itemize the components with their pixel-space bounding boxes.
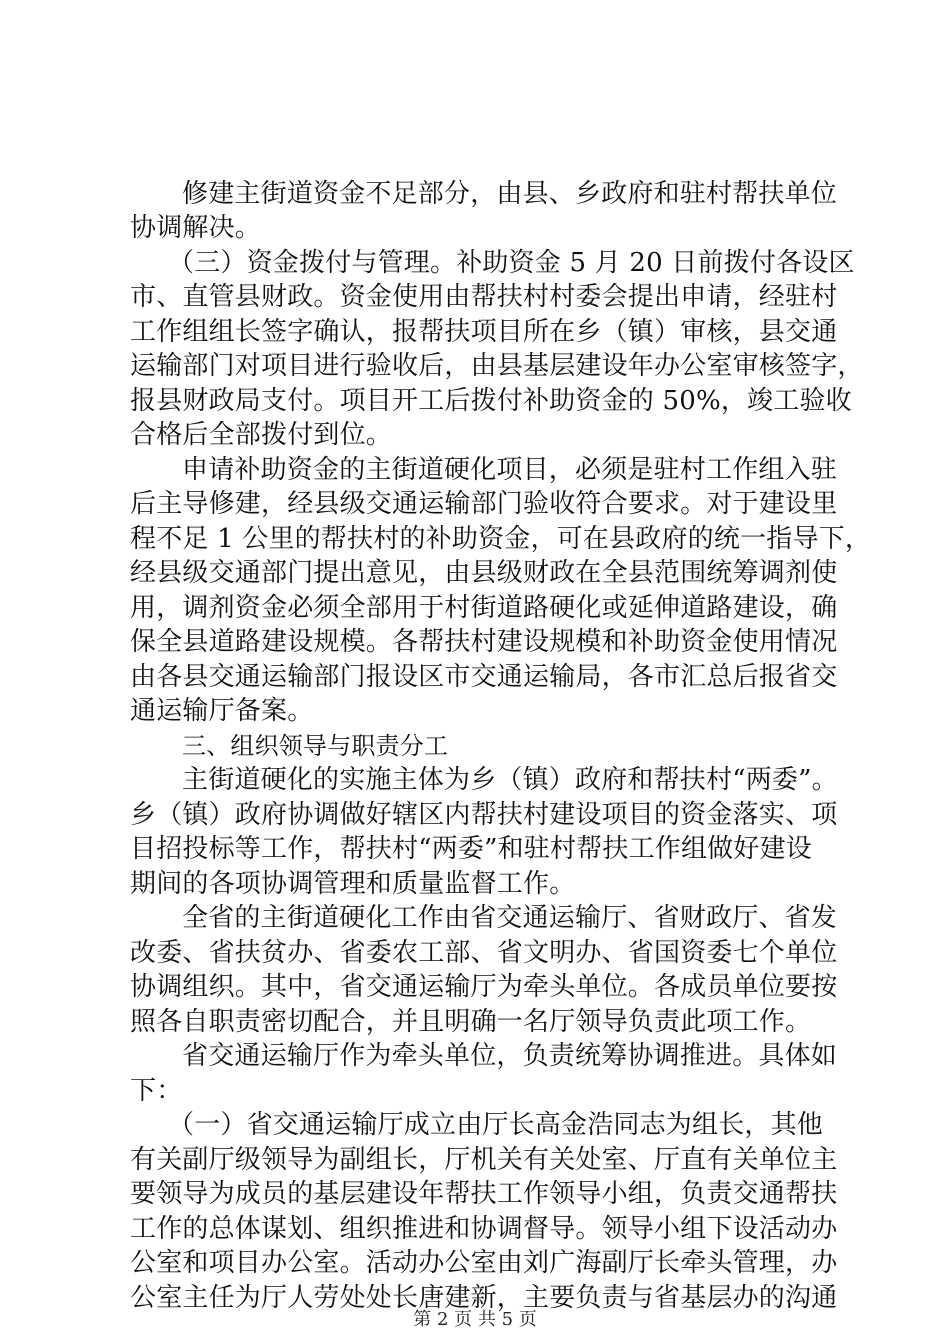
text-line: （三）资金拨付与管理。补助资金 5 月 20 日前拨付各设区	[168, 248, 855, 278]
text-line: 协调组织。其中，省交通运输厅为牵头单位。各成员单位要按	[130, 972, 838, 1002]
text-line: 期间的各项协调管理和质量监督工作。	[130, 869, 576, 899]
text-line: 有关副厅级领导为副组长，厅机关有关处室、厅直有关单位主	[130, 1145, 838, 1175]
text-line: 公室和项目办公室。活动办公室由刘广海副厅长牵头管理，办	[130, 1248, 838, 1278]
text-line: 市、直管县财政。资金使用由帮扶村村委会提出申请，经驻村	[130, 282, 838, 312]
text-line: 主街道硬化的实施主体为乡（镇）政府和帮扶村“两委”。	[182, 765, 838, 795]
section-heading: 三、组织领导与职责分工	[182, 732, 449, 760]
text-line: 改委、省扶贫办、省委农工部、省文明办、省国资委七个单位	[130, 938, 838, 968]
text-line: 照各自职责密切配合，并且明确一名厅领导负责此项工作。	[130, 1007, 812, 1037]
text-line: 保全县道路建设规模。各帮扶村建设规模和补助资金使用情况	[130, 627, 838, 657]
text-line: 后主导修建，经县级交通运输部门验收符合要求。对于建设里	[130, 489, 838, 519]
text-line: （一）省交通运输厅成立由厅长高金浩同志为组长，其他	[168, 1110, 824, 1140]
page-footer: 第 2 页 共 5 页	[413, 1309, 537, 1330]
text-line: 乡（镇）政府协调做好辖区内帮扶村建设项目的资金落实、项	[130, 800, 838, 830]
text-line: 由各县交通运输部门报设区市交通运输局，各市汇总后报省交	[130, 662, 838, 692]
text-line: 运输部门对项目进行验收后，由县基层建设年办公室审核签字，	[130, 351, 864, 381]
text-line: 申请补助资金的主街道硬化项目，必须是驻村工作组入驻	[182, 455, 838, 485]
text-line: 通运输厅备案。	[130, 696, 314, 726]
text-line: 下：	[130, 1076, 183, 1106]
text-line: 报县财政局支付。项目开工后拨付补助资金的 50%，竣工验收	[130, 386, 852, 416]
text-line: 经县级交通部门提出意见，由县级财政在全县范围统筹调剂使	[130, 558, 838, 588]
text-line: 合格后全部拨付到位。	[130, 420, 393, 450]
text-line: 修建主街道资金不足部分，由县、乡政府和驻村帮扶单位	[182, 179, 838, 209]
text-line: 工作组组长签字确认，报帮扶项目所在乡（镇）审核，县交通	[130, 317, 838, 347]
text-line: 公室主任为厅人劳处处长唐建新，主要负责与省基层办的沟通	[130, 1283, 838, 1313]
text-line: 程不足 1 公里的帮扶村的补助资金，可在县政府的统一指导下，	[130, 524, 872, 554]
text-line: 省交通运输厅作为牵头单位，负责统筹协调推进。具体如	[182, 1041, 838, 1071]
text-line: 工作的总体谋划、组织推进和协调督导。领导小组下设活动办	[130, 1214, 838, 1244]
text-line: 协调解决。	[130, 213, 262, 243]
text-line: 目招投标等工作，帮扶村“两委”和驻村帮扶工作组做好建设	[130, 834, 812, 864]
text-line: 全省的主街道硬化工作由省交通运输厅、省财政厅、省发	[182, 903, 838, 933]
text-line: 用，调剂资金必须全部用于村街道路硬化或延伸道路建设，确	[130, 593, 838, 623]
text-line: 要领导为成员的基层建设年帮扶工作领导小组，负责交通帮扶	[130, 1179, 838, 1209]
